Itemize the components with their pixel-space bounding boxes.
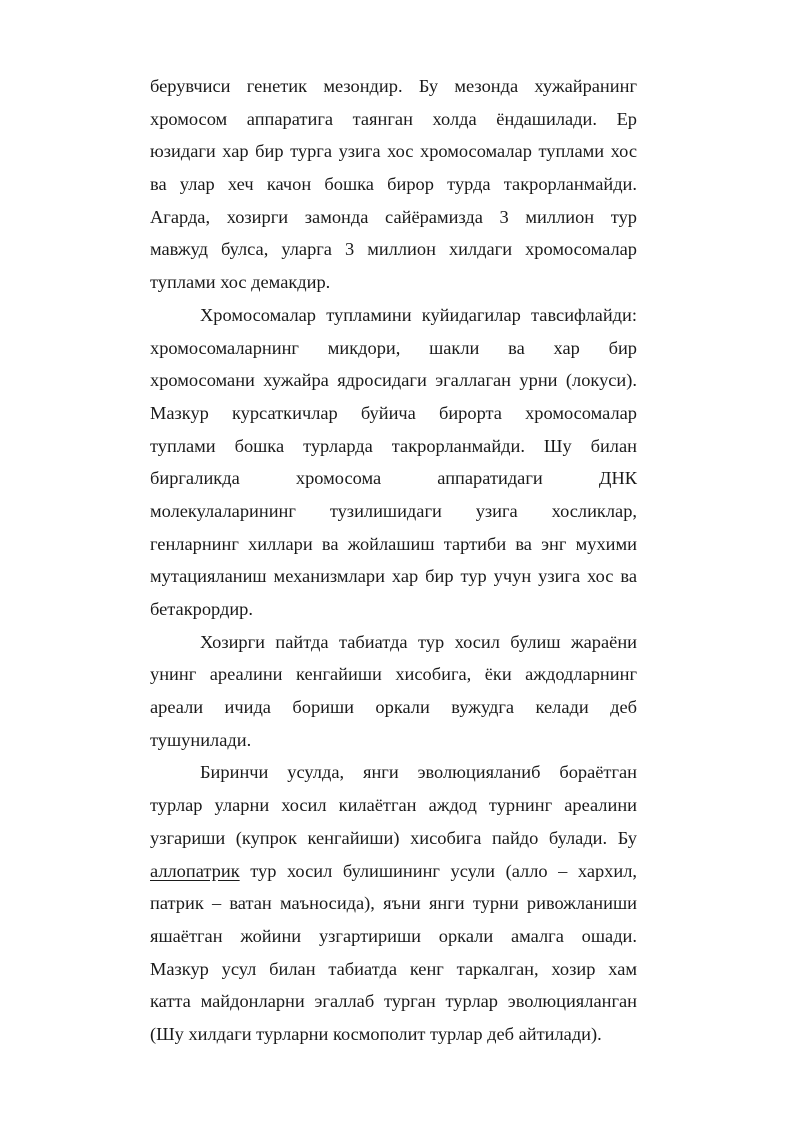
paragraph-3: [150, 626, 637, 757]
paragraph-4: [150, 756, 637, 1050]
text-line: катта майдонларни эгаллаб турган турлар эволюцияланган: [150, 991, 637, 1012]
text-line: мутацияланиш механизмлари хар бир тур учун узига хос ва: [150, 566, 637, 587]
text-line: ва улар хеч качон бошка бирор турда такрорланмайди.: [150, 174, 637, 195]
text-line: турлар уларни хосил килаётган аждод турнинг ареалини: [150, 795, 637, 816]
text-line: молекулаларининг тузилишидаги узига хосликлар,: [150, 500, 637, 521]
text-line: Хозирги пайтда табиатда тур хосил булиш жараёни: [200, 631, 637, 652]
text-line: Мазкур усул билан табиатда кенг таркалган, хозир хам: [150, 958, 637, 979]
text-line: ареали ичида бориши оркали вужудга келади деб: [150, 697, 637, 718]
text-line: туплами хос демакдир.: [150, 272, 331, 293]
text-line: унинг ареалини кенгайиши хисобига, ёки аждодларнинг: [150, 664, 637, 685]
text-line: узгариши (купрок кенгайиши) хисобига пайдо булади. Бу: [150, 827, 637, 848]
text-line: генларнинг хиллари ва жойлашиш тартиби ва энг мухими: [150, 533, 637, 554]
text-line: [150, 855, 637, 888]
text-line: юзидаги хар бир турга узига хос хромосомалар туплами хос: [150, 141, 637, 162]
text-line: Биринчи усулда, янги эволюцияланиб бораётган: [200, 762, 637, 783]
text-line: тушунилади.: [150, 729, 252, 750]
text-line: бетакрордир.: [150, 599, 253, 619]
text-line: патрик – ватан маъносида), яъни янги турни ривожланиши: [150, 893, 637, 914]
text-line: туплами бошка турларда такрорланмайди. Шу билан: [150, 435, 637, 456]
text-line: хромосомани хужайра ядросидаги эгаллаган урни (локуси).: [150, 370, 637, 391]
paragraph-1: [150, 70, 637, 299]
text-line: (Шу хилдаги турларни космополит турлар деб айтилади).: [150, 1023, 602, 1044]
text-line: Агарда, хозирги замонда сайёрамизда 3 миллион тур: [150, 206, 637, 227]
text-line: биргаликда хромосома аппаратидаги ДНК: [150, 468, 637, 489]
text-line: хромосом аппаратига таянган холда ёндашилади. Ер: [150, 108, 637, 129]
text-line: хромосомаларнинг микдори, шакли ва хар бир: [150, 337, 637, 358]
paragraph-2: [150, 299, 637, 626]
text-line: Хромосомалар тупламини куйидагилар тавсифлайди:: [200, 304, 637, 325]
text-line: берувчиси генетик мезондир. Бу мезонда хужайранинг: [150, 76, 637, 96]
underlined-term: аллопатрик: [150, 860, 240, 881]
text-line: яшаётган жойини узгартириши оркали амалга ошади.: [150, 925, 637, 946]
text-line: мавжуд булса, уларга 3 миллион хилдаги хромосомалар: [150, 239, 637, 260]
document-page: [150, 70, 637, 1051]
line-remainder: тур хосил булишининг усули (алло – хархил,: [250, 860, 637, 881]
text-line: Мазкур курсаткичлар буйича бирорта хромосомалар: [150, 402, 637, 423]
